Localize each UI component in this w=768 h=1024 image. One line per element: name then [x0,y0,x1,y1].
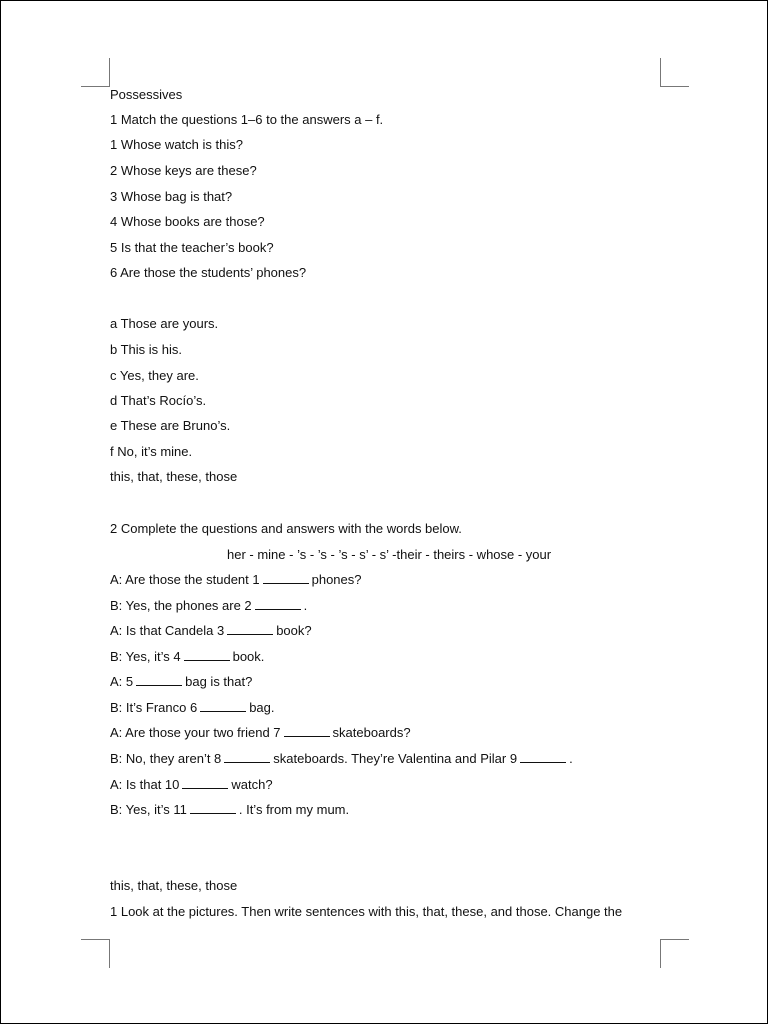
answer-blank[interactable] [227,623,273,635]
dialogue-text: A: Is that 10 [110,777,180,792]
dialogue-line [110,777,273,793]
answer-d: d That’s Rocío’s. [110,393,207,408]
dialogue-line [110,700,275,716]
dialogue-text: book. [232,649,265,664]
dialogue-text: bag is that? [185,674,253,689]
crop-mark-bottom-right [660,939,689,968]
word-box: her - mine - ’s - ’s - ’s - s’ - s’ -their - theirs - whose - your [227,547,552,562]
dialogue-text: B: It’s Franco 6 [110,700,198,715]
question-5: 5 Is that the teacher’s book? [110,240,274,255]
question-3: 3 Whose bag is that? [110,189,233,204]
crop-mark-bottom-left [81,939,110,968]
answer-a: a Those are yours. [110,316,219,331]
answer-blank[interactable] [184,649,230,661]
dialogue-text: A: Are those your two friend 7 [110,725,281,740]
dialogue-text: B: No, they aren’t 8 [110,751,222,766]
dialogue-line [110,802,349,818]
dialogue-line [110,623,312,639]
dialogue-line [110,649,264,665]
answer-blank[interactable] [520,751,566,763]
answer-blank[interactable] [263,572,309,584]
answer-c: c Yes, they are. [110,368,199,383]
answer-blank[interactable] [255,598,301,610]
exercise-2-instruction: 2 Complete the questions and answers with the words below. [110,521,462,536]
dialogue-text: . [569,751,573,766]
dialogue-line [110,751,573,767]
answer-blank[interactable] [284,725,330,737]
dialogue-text: watch? [231,777,273,792]
answer-blank[interactable] [182,777,228,789]
question-4: 4 Whose books are those? [110,214,265,229]
dialogue-line [110,674,252,690]
answer-blank[interactable] [224,751,270,763]
answer-blank[interactable] [200,700,246,712]
page-title: Possessives [110,87,183,102]
dialogue-line [110,572,362,588]
exercise-1-instruction: 1 Match the questions 1–6 to the answers a – f. [110,112,384,127]
dialogue-line [110,598,307,614]
dialogue-text: . [303,598,308,613]
dialogue-text: skateboards? [332,725,411,740]
answer-f: f No, it’s mine. [110,444,193,459]
dialogue-text: B: Yes, it’s 11 [110,802,187,817]
dialogue-text: . It’s from my mum. [238,802,350,817]
dialogue-text: B: Yes, it’s 4 [110,649,181,664]
dialogue-text: B: Yes, the phones are 2 [110,598,252,613]
answer-b: b This is his. [110,342,183,357]
dialogue-line [110,725,411,741]
answer-blank[interactable] [190,802,236,814]
dialogue-text: A: Are those the student 1 [110,572,260,587]
section-heading: this, that, these, those [110,469,238,484]
dialogue-text: skateboards. They’re Valentina and Pilar 9 [273,751,518,766]
question-2: 2 Whose keys are these? [110,163,257,178]
answer-blank[interactable] [136,674,182,686]
crop-mark-top-left [81,58,110,87]
answer-e: e These are Bruno’s. [110,418,231,433]
dialogue-text: bag. [249,700,275,715]
dialogue-text: book? [276,623,312,638]
dialogue-text: A: 5 [110,674,134,689]
question-6: 6 Are those the students’ phones? [110,265,307,280]
dialogue-text: phones? [311,572,362,587]
crop-mark-top-right [660,58,689,87]
section-heading: this, that, these, those [110,878,238,893]
exercise-3-instruction: 1 Look at the pictures. Then write sentences with this, that, these, and those. Change the [110,904,623,919]
dialogue-text: A: Is that Candela 3 [110,623,225,638]
question-1: 1 Whose watch is this? [110,137,243,152]
